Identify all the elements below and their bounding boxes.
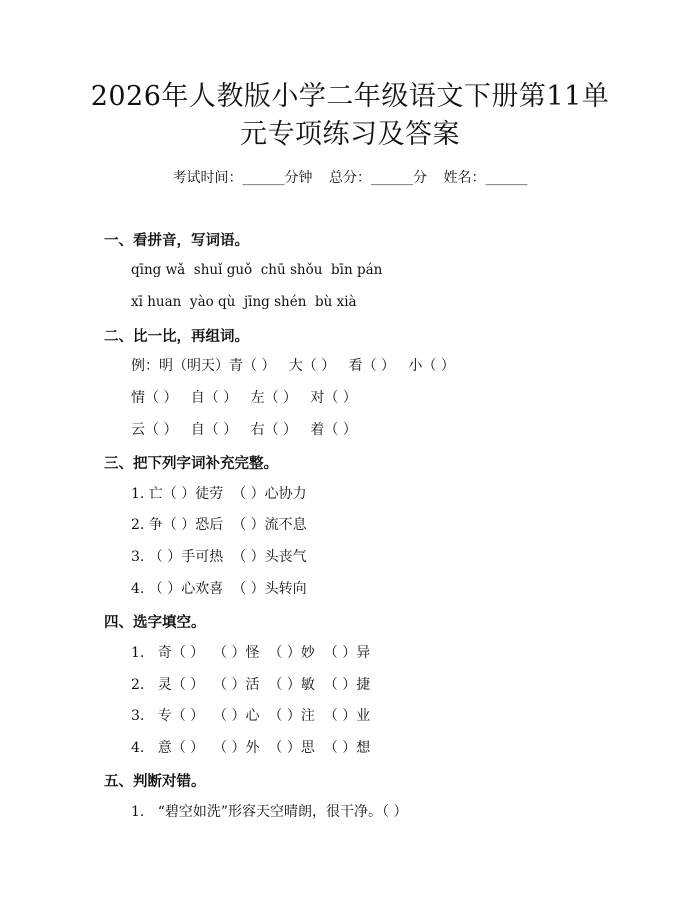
exercise-line: 1. 奇（ ） （ ）怪 （ ）妙 （ ）异 [131,645,371,661]
section-2-heading: 二、比一比，再组词。 [104,329,249,345]
section-5-heading: 五、判断对错。 [104,774,206,790]
exercise-line: 例：明（明天）青（ ） 大（ ） 看（ ） 小（ ） [131,358,455,374]
pinyin-line: qīng wǎ shuǐ guǒ chū shǒu bīn pán [131,262,383,278]
exercise-line: 云（ ） 自（ ） 右（ ） 着（ ） [131,422,357,438]
exercise-line: 4. （ ）心欢喜 （ ）头转向 [131,581,307,597]
exercise-line: 2. 灵（ ） （ ）活 （ ）敏 （ ）捷 [131,677,371,693]
total-score: 总分：______分 [329,170,427,186]
exercise-line: 1. 亡（ ）徒劳 （ ）心协力 [131,486,307,502]
exercise-line: 4. 意（ ） （ ）外 （ ）思 （ ）想 [131,740,371,756]
exam-time: 考试时间：______分钟 [172,170,313,186]
exercise-line: 情（ ） 自（ ） 左（ ） 对（ ） [131,390,357,406]
exercise-line: 3. （ ）手可热 （ ）头丧气 [131,549,307,565]
exercise-line: 2. 争（ ）恐后 （ ）流不息 [131,517,307,533]
section-4-heading: 四、选字填空。 [104,615,206,631]
exam-meta [0,168,700,188]
pinyin-line: xī huan yào qù jīng shén bù xià [131,294,357,310]
exercise-line: 1. “碧空如洗”形容天空晴朗，很干净。（ ） [131,804,408,820]
page-title: 2026年人教版小学二年级语文下册第11单元专项练习及答案 [90,81,610,150]
section-3-heading: 三、把下列字词补充完整。 [104,456,278,472]
exercise-line: 3. 专（ ） （ ）心 （ ）注 （ ）业 [131,708,371,724]
section-1-heading: 一、看拼音，写词语。 [104,233,249,249]
student-name: 姓名：______ [443,170,528,186]
